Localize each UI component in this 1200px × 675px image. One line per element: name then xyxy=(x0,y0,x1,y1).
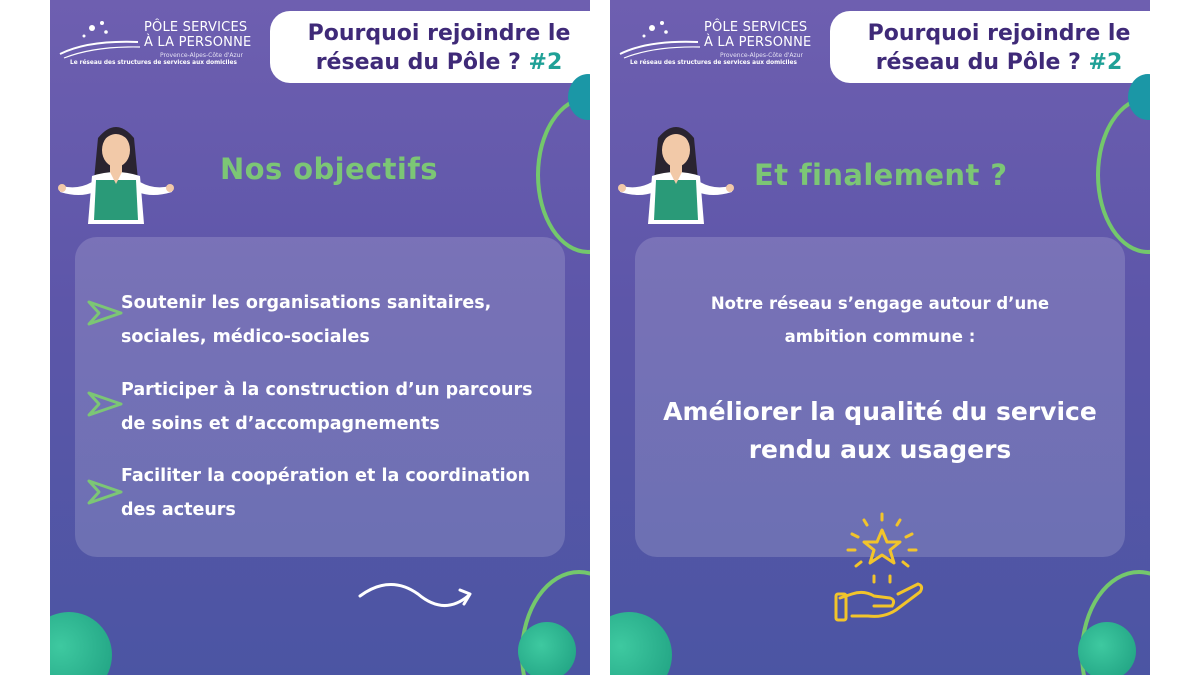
swoosh-arrow-icon xyxy=(356,572,480,622)
header-title-line2: réseau du Pôle ? xyxy=(315,50,521,75)
arrow-chevron-icon xyxy=(85,477,125,507)
section-title-objectifs: Nos objectifs xyxy=(220,152,438,186)
logo xyxy=(58,14,258,74)
deco-ring-top xyxy=(536,96,590,254)
logo-name-line2: À LA PERSONNE xyxy=(144,35,252,50)
header-number: #2 xyxy=(528,50,563,75)
avatar-woman-icon xyxy=(58,120,174,224)
logo-name-line2: À LA PERSONNE xyxy=(704,35,812,50)
deco-dot-green-left xyxy=(610,612,672,675)
header-title xyxy=(294,19,584,77)
slide-finalement xyxy=(610,0,1150,675)
objective-item-2: Participer à la construction d’un parcours de soins et d’accompagnements xyxy=(121,373,561,441)
deco-dot-green-right xyxy=(518,622,576,675)
header-title-line2: réseau du Pôle ? xyxy=(875,50,1081,75)
logo-swoosh-icon xyxy=(58,20,142,60)
arrow-chevron-icon xyxy=(85,389,125,419)
objective-item-1: Soutenir les organisations sanitaires, sociales, médico-sociales xyxy=(121,286,561,354)
header-title-line1: Pourquoi rejoindre le xyxy=(307,21,571,46)
logo-region: Provence-Alpes-Côte d'Azur xyxy=(160,52,243,59)
ambition-highlight: Améliorer la qualité du service rendu aux usagers xyxy=(663,397,1097,464)
slide-objectifs xyxy=(50,0,590,675)
ambition-intro: Notre réseau s’engage autour d’une ambition commune : xyxy=(710,294,1050,346)
objectives-card xyxy=(75,237,565,557)
logo-region: Provence-Alpes-Côte d'Azur xyxy=(720,52,803,59)
objective-item-3: Faciliter la coopération et la coordination des acteurs xyxy=(121,459,561,527)
logo-tagline: Le réseau des structures de services aux domiciles xyxy=(70,60,237,66)
header-pill xyxy=(830,11,1150,83)
header-pill xyxy=(270,11,590,83)
header-title xyxy=(854,19,1144,77)
section-title-finalement: Et finalement ? xyxy=(754,158,1008,192)
deco-dot-green-right xyxy=(1078,622,1136,675)
logo-name-line1: PÔLE SERVICES xyxy=(144,20,248,35)
deco-dot-green-left xyxy=(50,612,112,675)
arrow-chevron-icon xyxy=(85,298,125,328)
deco-ring-top xyxy=(1096,96,1150,254)
logo-tagline: Le réseau des structures de services aux domiciles xyxy=(630,60,797,66)
star-hand-icon xyxy=(834,512,930,628)
logo xyxy=(618,14,818,74)
ambition-card xyxy=(635,237,1125,557)
avatar-woman-icon xyxy=(618,120,734,224)
header-number: #2 xyxy=(1088,50,1123,75)
header-title-line1: Pourquoi rejoindre le xyxy=(867,21,1131,46)
logo-swoosh-icon xyxy=(618,20,702,60)
logo-name-line1: PÔLE SERVICES xyxy=(704,20,808,35)
